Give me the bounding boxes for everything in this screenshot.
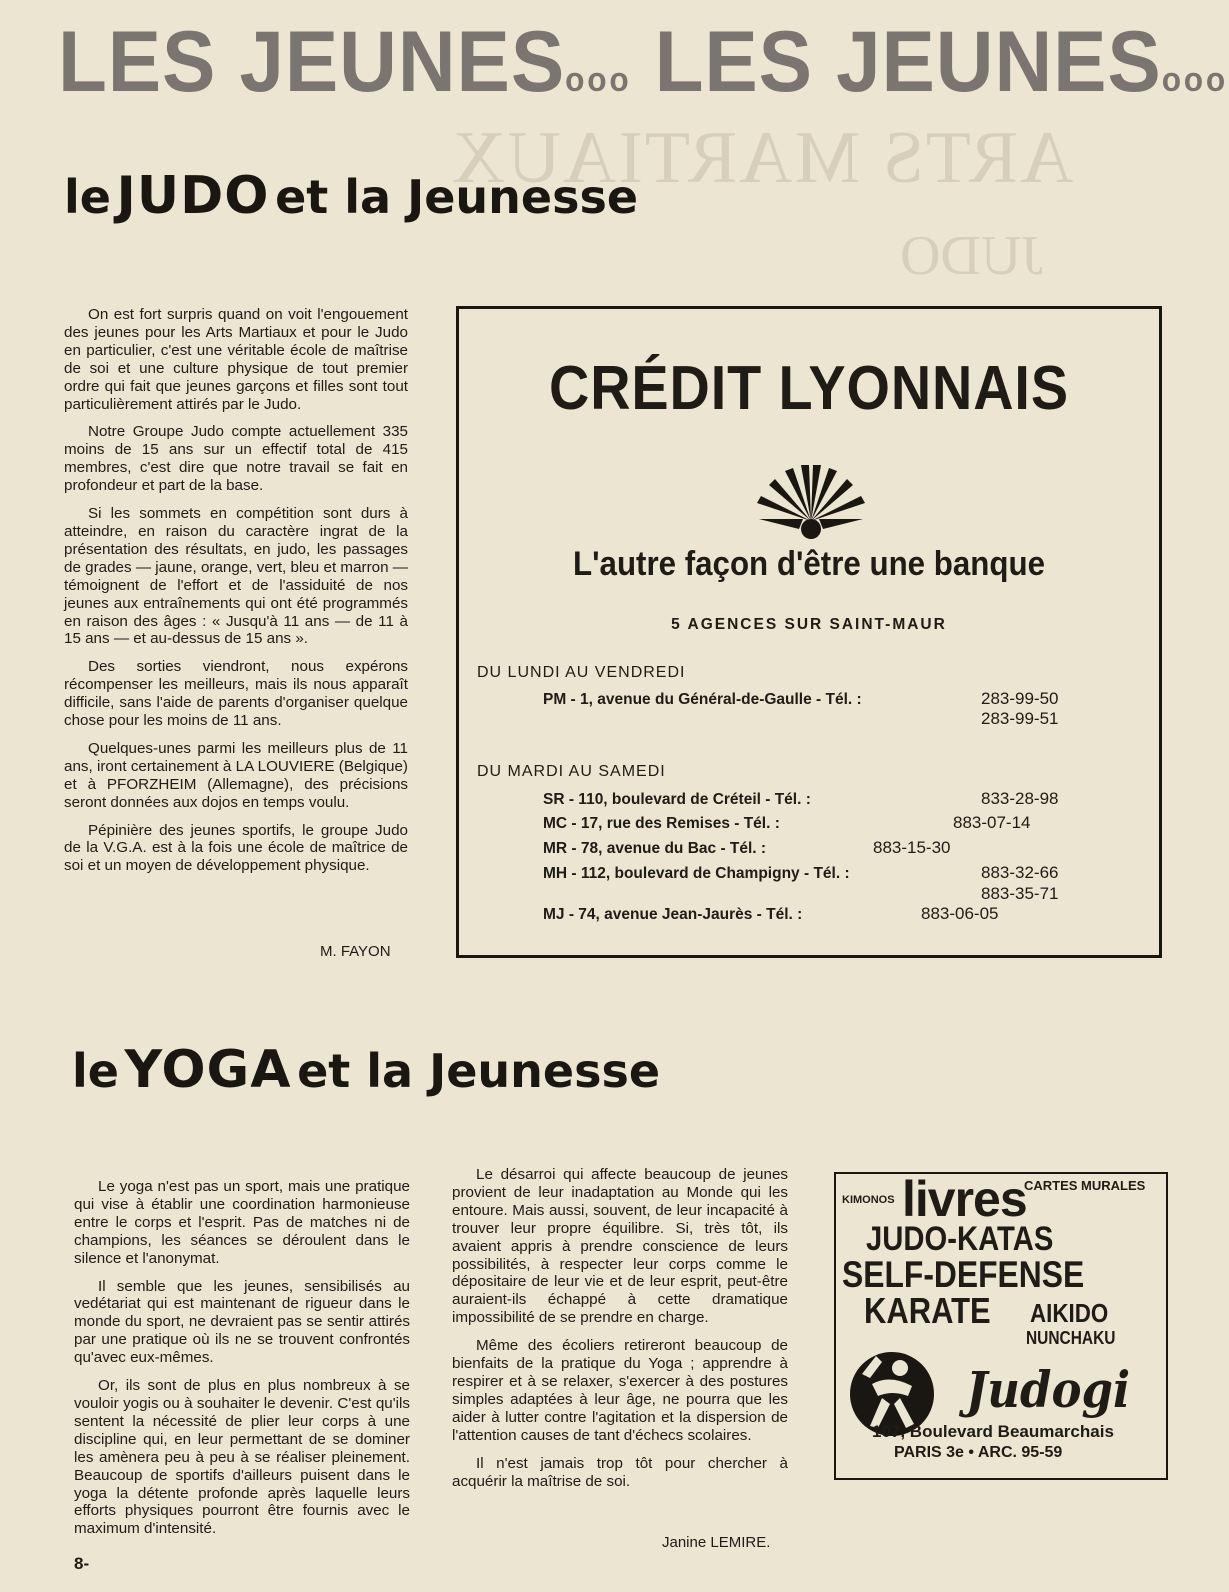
page-number: 8- — [74, 1554, 90, 1573]
branch-phone: 283-99-50 — [981, 689, 1059, 708]
yoga-signature: Janine LEMIRE. — [662, 1534, 771, 1551]
ad-slogan: L'autre façon d'être une banque — [573, 545, 1045, 583]
judo-title-le: le — [64, 170, 111, 224]
judo-paragraph: Des sorties viendront, nous expérons récompenser les meilleurs, mais ils nous apparaît difficile, sans l'aide de parents d'organiser quelque chose pour les moins de 11 ans. — [64, 658, 408, 730]
ad2-address: 107, Boulevard Beaumarchais — [872, 1422, 1114, 1441]
yoga-title-main: YOGA — [124, 1040, 292, 1100]
branch-phone-2: 883-35-71 — [981, 884, 1059, 903]
judo-paragraph: Si les sommets en compétition sont durs à atteindre, en raison du caractère ingrat de la présentation des résultats, en judo, les passages de grades — jaune, orange, vert, bleu et marron — témoignent de l'effort et de l'assiduité de nos jeunes aux entraînements qui ont été programmés en raison des âges : « Jusqu'à 11 ans — de 11 à 15 ans — et au-dessus de 15 ans ». — [64, 505, 408, 648]
branch-phone: 883-06-05 — [921, 904, 999, 923]
branch-row: MC - 17, rue des Remises - Tél. : — [543, 815, 780, 832]
ad2-cartes: CARTES MURALES — [1024, 1178, 1146, 1193]
judo-title — [64, 166, 638, 226]
banner-dots-2: ooo — [1161, 61, 1229, 99]
ad2-brand: Judogi — [966, 1360, 1131, 1419]
judo-paragraph: On est fort surpris quand on voit l'engouement des jeunes pour les Arts Martiaux et pour le Judo en particulier, c'est une véritable école de maîtrise de soi et une culture physique de tout premier ordre qui fait que jeunes garçons et filles sont tout particulièrement attirés par le Judo. — [64, 306, 408, 413]
yoga-paragraph: Même des écoliers retireront beaucoup de bienfaits de la pratique du Yoga ; apprendre à respirer et à se relaxer, s'exercer à des postures simples adaptées à leur âge, ne pourra que les aider à lutter contre l'agitation et la dispersion de l'attention causes de tant d'échecs scolaires. — [452, 1337, 788, 1444]
branch-phone: 833-28-98 — [981, 789, 1059, 808]
ad2-line4: NUNCHAKU — [1026, 1328, 1116, 1348]
yoga-title-rest: et la Jeunesse — [297, 1044, 661, 1098]
branch-row: MR - 78, avenue du Bac - Tél. : — [543, 840, 767, 857]
credit-lyonnais-ad — [456, 306, 1162, 958]
branch-phone: 883-32-66 — [981, 863, 1059, 882]
yoga-paragraph: Le yoga n'est pas un sport, mais une pratique qui vise à établir une coordination harmonieuse entre le corps et l'esprit. Pas de matches ni de champions, les séances se déroulent dans le silence et l'anonymat. — [74, 1178, 410, 1267]
yoga-paragraph: Or, ils sont de plus en plus nombreux à se vouloir yogis ou à souhaiter le devenir. C'est qu'ils sentent la nécessité de plier leur corps à une discipline qui, en leur permettant de se dominer les amènera peu à peu à se réaliser pleinement. Beaucoup de sportifs d'ailleurs puisent dans le yoga la détente profonde après laquelle leurs efforts physiques pourront être fournis avec le maximum d'intensité. — [74, 1377, 410, 1538]
judo-title-rest: et la Jeunesse — [275, 170, 639, 224]
yoga-paragraph: Le désarroi qui affecte beaucoup de jeunes provient de leur inadaptation au Monde qui les entoure. Mais aussi, souvent, de leur incapacité à trouver leur propre équilibre. Si, très tôt, ils avaient appris à prendre conscience de leurs possibilités, à respecter leur corps comme le dépositaire de leur vie et de leur esprit, peut-être auraient-ils échappé à cette dramatique impossibilité de se prendre en charge. — [452, 1166, 788, 1327]
judogi-ad — [834, 1172, 1168, 1480]
banner-text-1: LES JEUNES — [58, 14, 566, 110]
banner-dots-1: ooo — [565, 61, 632, 99]
branch-row: SR - 110, boulevard de Créteil - Tél. : — [543, 791, 811, 808]
judo-title-main: JUDO — [116, 166, 270, 226]
branch-phone: 883-15-30 — [873, 838, 951, 857]
ad2-line1: JUDO-KATAS — [866, 1220, 1054, 1258]
yoga-column-1 — [74, 1178, 410, 1548]
schedule-tue-sat: DU MARDI AU SAMEDI — [477, 763, 666, 780]
yoga-paragraph: Il n'est jamais trop tôt pour chercher à acquérir la maîtrise de soi. — [452, 1454, 788, 1490]
ad2-city: PARIS 3e • ARC. 95-59 — [894, 1444, 1063, 1461]
ad2-line3b: AIKIDO — [1030, 1298, 1109, 1328]
branch-row: MH - 112, boulevard de Champigny - Tél. : — [543, 865, 850, 882]
ad2-line3a: KARATE — [864, 1290, 991, 1331]
banner-text-2: LES JEUNES — [654, 14, 1162, 110]
yoga-column-2 — [452, 1166, 788, 1500]
branch-phone-2: 283-99-51 — [981, 709, 1059, 728]
schedule-weekdays: DU LUNDI AU VENDREDI — [477, 664, 686, 681]
branch-row: MJ - 74, avenue Jean-Jaurès - Tél. : — [543, 906, 803, 923]
credit-lyonnais-logo-icon — [751, 459, 871, 543]
ad2-line2: SELF-DEFENSE — [842, 1254, 1085, 1295]
yoga-paragraph: Il semble que les jeunes, sensibilisés au vedétariat qui est maintenant de rigueur dans le monde du sport, ne devraient pas se sentir attirés par une pratique où ils ne se trouvent confrontés qu'avec eux-mêmes. — [74, 1277, 410, 1367]
judo-signature: M. FAYON — [320, 943, 391, 960]
judo-article — [64, 306, 408, 885]
ad-agences: 5 AGENCES SUR SAINT-MAUR — [671, 616, 947, 633]
ad2-livres: livres — [902, 1171, 1027, 1227]
yoga-title — [72, 1040, 660, 1100]
show-through-arts: ARTS MARTIAUX — [450, 117, 1074, 199]
page-banner — [58, 14, 1229, 110]
judo-paragraph: Notre Groupe Judo compte actuellement 335 moins de 15 ans sur un effectif total de 415 membres, c'est dire que notre travail se fait en profondeur et part de la base. — [64, 423, 408, 495]
ad-brand: CRÉDIT LYONNAIS — [549, 354, 1069, 423]
ad2-kimonos: KIMONOS — [842, 1194, 895, 1206]
branch-row: PM - 1, avenue du Général-de-Gaulle - Tél. : — [543, 691, 862, 708]
yoga-title-le: le — [72, 1044, 119, 1098]
show-through-judo: JUDO — [900, 225, 1044, 287]
branch-phone: 883-07-14 — [953, 813, 1031, 832]
judo-paragraph: Quelques-unes parmi les meilleurs plus de 11 ans, iront certainement à LA LOUVIERE (Belgique) et à PFORZHEIM (Allemagne), des précisions seront données aux dojos en temps voulu. — [64, 739, 408, 811]
judo-paragraph: Pépinière des jeunes sportifs, le groupe Judo de la V.G.A. est à la fois une école de maîtrice de soi et un moyen de développement physique. — [64, 821, 408, 875]
